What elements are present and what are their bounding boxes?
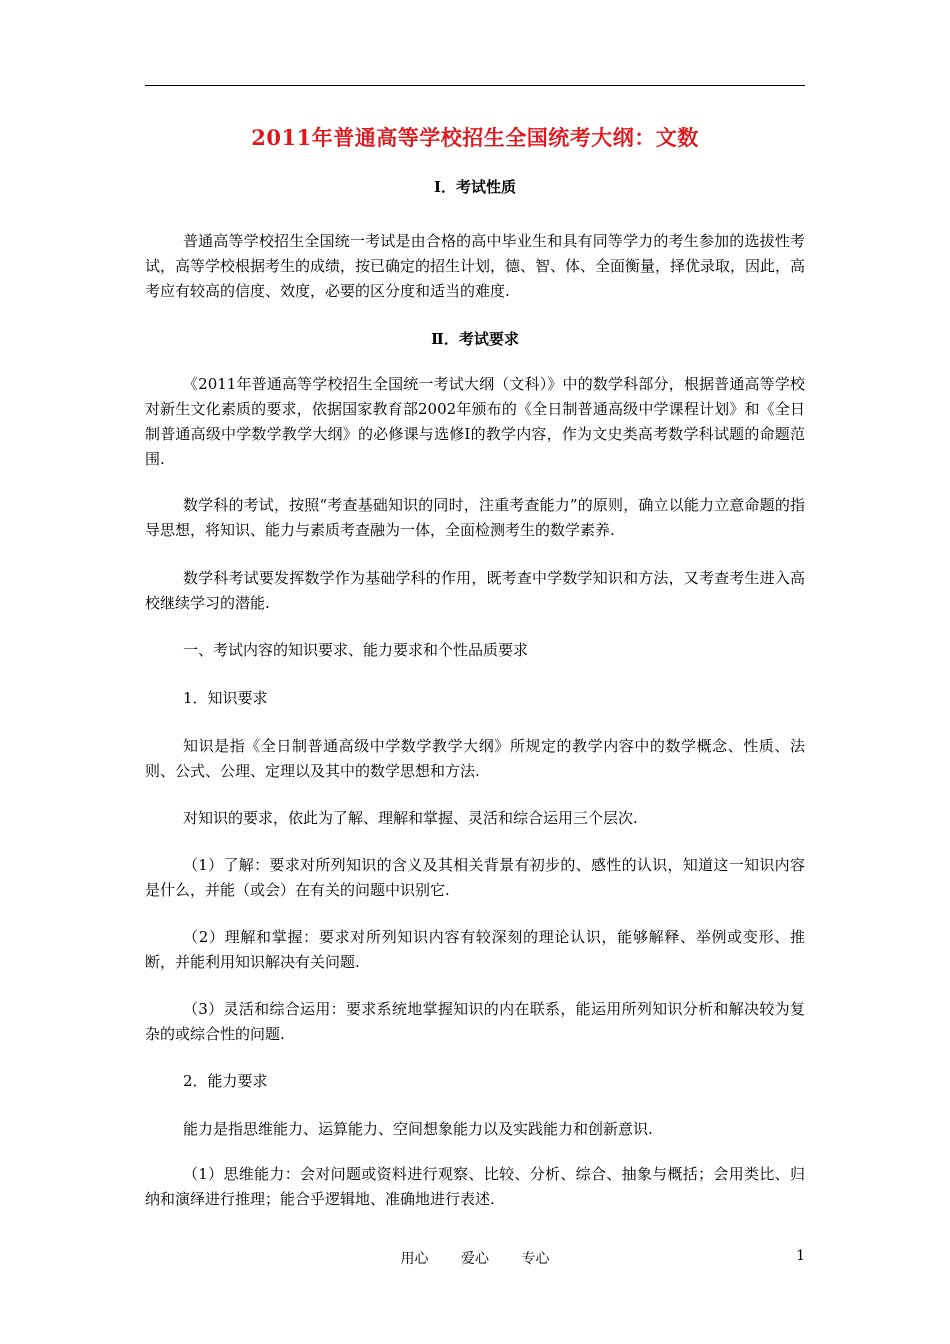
subsection-heading: 一、考试内容的知识要求、能力要求和个性品质要求	[183, 641, 529, 659]
paragraph: 能力是指思维能力、运算能力、空间想象能力以及实践能力和创新意识.	[183, 1120, 653, 1138]
paragraph: （1）思维能力：会对问题或资料进行观察、比较、分析、综合、抽象与概括；会用类比、归纳和演绎进行推理；能合乎逻辑地、准确地进行表述.	[145, 1165, 805, 1208]
document-title: 2011年普通高等学校招生全国统考大纲：文数	[251, 125, 699, 150]
paragraph: （2）理解和掌握：要求对所列知识内容有较深刻的理论认识，能够解释、举例或变形、推断，并能利用知识解决有关问题.	[145, 928, 805, 971]
header-rule	[145, 85, 805, 86]
footer-slogan-item: 专心	[521, 1251, 550, 1267]
footer-slogan-item: 爱心	[461, 1251, 489, 1267]
section-heading-nature: Ⅰ．考试性质	[433, 178, 517, 196]
subsection-heading: 2．能力要求	[183, 1072, 268, 1090]
subsection-heading: 1．知识要求	[183, 689, 268, 707]
page-number: 1	[796, 1248, 805, 1264]
paragraph: （3）灵活和综合运用：要求系统地掌握知识的内在联系，能运用所列知识分析和解决较为复杂的或综合性的问题.	[145, 1000, 805, 1043]
footer-slogan-item: 用心	[400, 1251, 429, 1267]
paragraph: （1）了解：要求对所列知识的含义及其相关背景有初步的、感性的认识，知道这一知识内容是什么，并能（或会）在有关的问题中识别它.	[145, 856, 805, 899]
section-heading-requirements: Ⅱ．考试要求	[431, 330, 519, 348]
paragraph: 数学科的考试，按照“考查基础知识的同时，注重考查能力”的原则，确立以能力立意命题的指导思想，将知识、能力与素质考查融为一体，全面检测考生的数学素养.	[145, 496, 805, 539]
paragraph: 普通高等学校招生全国统一考试是由合格的高中毕业生和具有同等学力的考生参加的选拔性考试，高等学校根据考生的成绩，按已确定的招生计划，德、智、体、全面衡量，择优录取，因此，高考应有较高的信度、效度，必要的区分度和适当的难度.	[145, 232, 806, 300]
paragraph: 知识是指《全日制普通高级中学数学教学大纲》所规定的教学内容中的数学概念、性质、法则、公式、公理、定理以及其中的数学思想和方法.	[145, 737, 805, 780]
paragraph: 数学科考试要发挥数学作为基础学科的作用，既考查中学数学知识和方法，又考查考生进入高校继续学习的潜能.	[145, 569, 805, 612]
paragraph: 对知识的要求，依此为了解、理解和掌握、灵活和综合运用三个层次.	[183, 809, 638, 827]
paragraph: 《2011年普通高等学校招生全国统一考试大纲（文科）》中的数学科部分，根据普通高等学校对新生文化素质的要求，依据国家教育部2002年颁布的《全日制普通高级中学课程计划》和《全日制普通高级中学数学教学大纲》的必修课与选修Ⅰ的教学内容，作为文史类高考数学科试题的命题范围.	[145, 375, 805, 468]
footer-slogan	[145, 1248, 805, 1268]
